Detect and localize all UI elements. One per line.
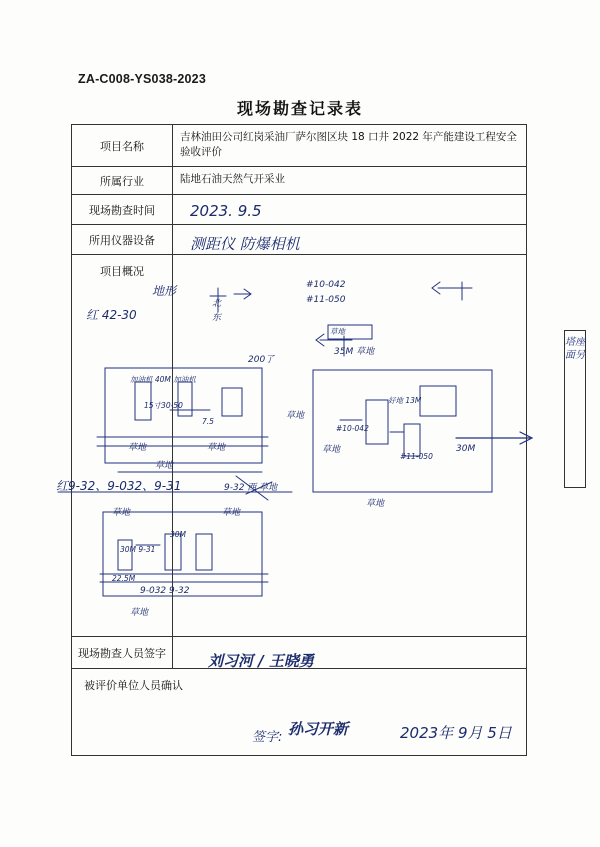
sketch-note-24: 草地 [322, 445, 341, 455]
sketch-note-20: #11-050 [306, 295, 346, 305]
sketch-note-1: 北 [212, 299, 222, 309]
sketch-note-11: 9-32 西 草地 [224, 483, 278, 493]
value-overview-sketch [173, 255, 526, 636]
handwriting-overview-label: 地形 [152, 284, 177, 298]
sketch-note-8: 草地 [207, 443, 226, 453]
sketch-note-27: #11-050 [400, 452, 433, 461]
confirm-sign-prefix: 签字: [252, 730, 283, 745]
sketch-note-9: 草地 [155, 461, 174, 471]
table-row-surveyor-signature [72, 637, 526, 669]
label-overview: 项目概况 [72, 255, 173, 636]
handwriting-equipment: 测距仪 防爆相机 [190, 235, 300, 253]
value-project-name: 吉林油田公司红岗采油厂萨尔图区块 18 口井 2022 年产能建设工程安全验收评价 [180, 131, 517, 159]
table-row-overview [72, 255, 526, 637]
table-row-equipment [72, 225, 526, 255]
table-row-confirmation [72, 669, 526, 755]
sketch-note-3: 200了 [248, 355, 275, 365]
sketch-note-18: 草地 [130, 608, 149, 618]
sketch-note-19: #10-042 [306, 280, 346, 290]
label-survey-time: 现场勘查时间 [72, 195, 173, 224]
sketch-note-23: 草地 [286, 411, 305, 421]
value-equipment [173, 225, 526, 254]
label-equipment: 所用仪器设备 [72, 225, 173, 254]
confirm-date: 2023年 9月 5日 [400, 724, 512, 742]
value-survey-time [173, 195, 526, 224]
document-code: ZA-C008-YS038-2023 [78, 72, 206, 86]
sketch-note-6: 7.5 [202, 417, 214, 426]
label-surveyor-signature: 现场勘查人员签字 [72, 637, 173, 668]
handwriting-survey-date: 2023. 9.5 [190, 202, 262, 220]
label-project-name: 项目名称 [72, 125, 173, 166]
sketch-note-26: #10-042 [336, 424, 369, 433]
table-row-survey-time [72, 195, 526, 225]
sketch-note-10: 红9-32、9-032、9-31 [56, 479, 182, 493]
sketch-note-15: 30M [170, 530, 187, 539]
confirm-signature-name: 孙习开新 [288, 720, 349, 738]
sketch-note-29: 草地 [366, 499, 385, 509]
sketch-note-13: 草地 [222, 508, 241, 518]
table-row-industry [72, 167, 526, 195]
value-surveyor-signature [173, 637, 526, 668]
sketch-note-22: 35M 草地 [334, 347, 375, 357]
sketch-note-2: 东 [212, 313, 222, 323]
sketch-note-7: 草地 [128, 443, 147, 453]
table-row-project-name [72, 125, 526, 167]
sketch-note-21: 草地 [330, 327, 345, 336]
sketch-note-5: 15寸30-50 [144, 401, 183, 410]
value-industry: 陆地石油天然气开采业 [180, 173, 285, 185]
side-margin-note: 塔座面另 [564, 330, 586, 488]
label-industry: 所属行业 [72, 167, 173, 194]
label-confirmation: 被评价单位人员确认 [84, 679, 183, 692]
survey-record-table [71, 124, 527, 756]
sketch-note-12: 草地 [112, 508, 131, 518]
surveyor-signature: 刘习河 / 王晓勇 [208, 652, 314, 670]
sketch-note-4: 加油机 40M 加油机 [130, 375, 196, 384]
document-title: 现场勘查记录表 [236, 99, 363, 118]
sketch-note-0: 红 42-30 [86, 308, 137, 322]
sketch-note-28: 30M [456, 444, 476, 454]
sketch-note-25: 好地 13M [388, 396, 422, 405]
sketch-note-17: 9-032 9-32 [140, 586, 190, 596]
sketch-note-14: 30M 9-31 [120, 545, 156, 554]
sketch-note-16: 22.5M [112, 574, 136, 583]
